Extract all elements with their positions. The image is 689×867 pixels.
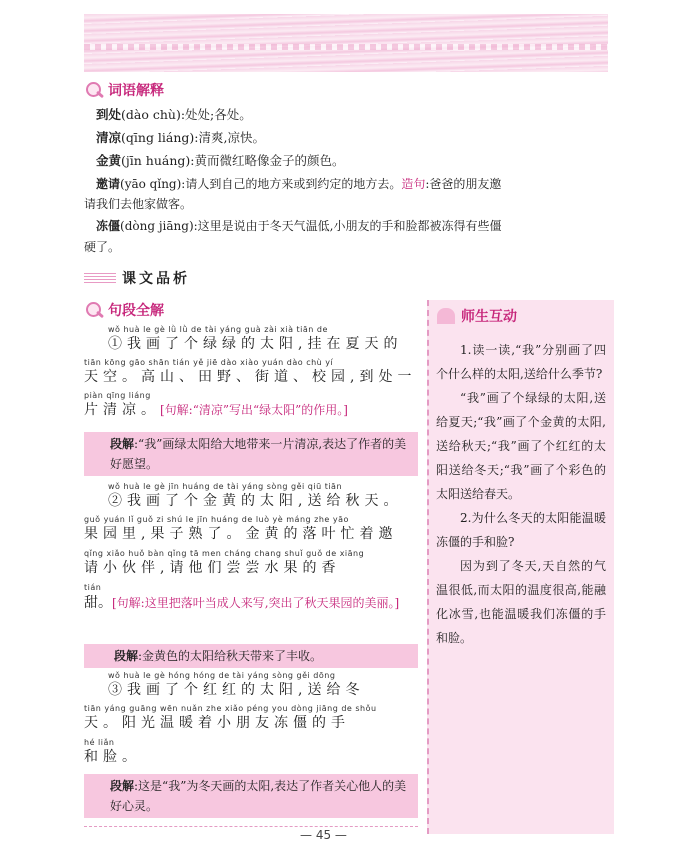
- vocab-definition: :清爽,凉快。: [194, 130, 265, 145]
- vocab-definition: :请人到自己的地方来或到约定的地方去。: [181, 177, 402, 191]
- pinyin-line: wǒ huà le gè lǜ lǜ de tài yáng guà zài xià tiān de: [108, 325, 328, 334]
- hanzi-line: 天。阳光温暖着小朋友冻僵的手: [84, 715, 350, 731]
- vocab-item: [96, 150, 608, 172]
- hanzi-line: 天空。高山、田野、街道、校园,到处一: [84, 369, 417, 385]
- sentence-note: [句解:这里把落叶当成人来写,突出了秋天果园的美丽。]: [112, 596, 400, 610]
- vocab-continuation: 硬了。: [84, 240, 121, 254]
- vocab-term: 金黄: [96, 153, 122, 168]
- gist-label: 段解: [110, 779, 135, 793]
- vocab-pinyin: (jīn huáng): [121, 153, 191, 168]
- pinyin-line: tiān yáng guāng wēn nuǎn zhe xiǎo péng you dòng jiāng de shǒu: [84, 704, 377, 713]
- pinyin-line: guǒ yuán lǐ guǒ zi shú le jīn huáng de luò yè máng zhe yāo: [84, 515, 349, 524]
- gist-text: :金黄色的太阳给秋天带来了丰收。: [138, 649, 323, 663]
- example-sentence: :爸爸的朋友邀: [425, 177, 502, 191]
- hanzi-line: 甜。: [84, 595, 112, 611]
- paragraph-gist: [84, 644, 418, 668]
- question-2: 2.为什么冬天的太阳能温暖冻僵的手和脸?: [436, 511, 606, 549]
- vocab-item: [96, 173, 608, 195]
- pinyin-line: tián: [84, 583, 102, 592]
- text-line: [84, 737, 414, 767]
- pinyin-line: wǒ huà le gè hóng hóng de tài yáng sòng gěi dōng: [108, 671, 336, 680]
- vocab-term: 邀请: [96, 177, 121, 191]
- answer-2: 因为到了冬天,天自然的气温很低,而太阳的温度很高,能融化冰雪,也能温暖我们冻僵的手和脸。: [436, 559, 606, 645]
- sentence-note: [句解:“清凉”写出“绿太阳”的作用。]: [160, 403, 348, 417]
- pinyin-line: hé liǎn: [84, 738, 115, 747]
- vocab-item: [96, 215, 608, 237]
- vocab-pinyin: (qīng liáng): [121, 130, 195, 145]
- vocab-pinyin: (yāo qǐng): [120, 177, 182, 191]
- vocab-definition: :处处;各处。: [180, 107, 252, 122]
- text-line: [84, 390, 414, 420]
- pinyin-line: piàn qīng liáng: [84, 391, 151, 400]
- vocab-item: [96, 104, 608, 126]
- vocab-item: [96, 127, 608, 149]
- text-line: [108, 324, 438, 354]
- hanzi-line: ③我画了个红红的太阳,送给冬: [108, 682, 365, 698]
- vocab-section-header: [84, 80, 164, 100]
- answer-1: “我”画了个绿绿的太阳,送给夏天;“我”画了个金黄的太阳,送给秋天;“我”画了个红红的太阳送给冬天;“我”画了个彩色的太阳送给春天。: [436, 391, 606, 501]
- interaction-content: [436, 338, 606, 650]
- interaction-header: [437, 306, 517, 326]
- gist-text: :“我”画绿太阳给大地带来一片清凉,表达了作者的美好愿望。: [110, 437, 407, 471]
- question-1: 1.读一读,“我”分别画了四个什么样的太阳,送给什么季节?: [436, 343, 606, 381]
- vocab-definition: :黄而微红略像金子的颜色。: [190, 153, 345, 168]
- segment-section-header: [84, 300, 164, 320]
- hanzi-line: ①我画了个绿绿的太阳,挂在夏天的: [108, 336, 403, 352]
- paragraph-gist: [84, 774, 418, 818]
- analysis-section-header: [84, 268, 190, 288]
- hanzi-line: 请小伙伴,请他们尝尝水果的香: [84, 560, 341, 576]
- vocab-term: 到处: [96, 107, 122, 122]
- hanzi-line: ②我画了个金黄的太阳,送给秋天。: [108, 493, 403, 509]
- text-line: [84, 703, 414, 733]
- header-banner: [84, 14, 608, 72]
- vocab-definition: :这里是说由于冬天气温低,小朋友的手和脸都被冻得有些僵: [193, 219, 502, 233]
- interaction-title: 师生互动: [461, 309, 517, 325]
- pinyin-line: wǒ huà le gè jīn huáng de tài yáng sòng gěi qiū tiān: [108, 482, 343, 491]
- vocab-continuation: 请我们去他家做客。: [84, 197, 193, 211]
- magnifier-icon: [84, 301, 106, 319]
- text-line: [84, 548, 414, 578]
- flag-icon: [437, 308, 455, 324]
- page-number: — 45 —: [300, 828, 347, 842]
- vocab-section-title: 词语解释: [108, 83, 164, 99]
- vocab-pinyin: (dào chù): [121, 107, 181, 122]
- text-line: [108, 481, 438, 511]
- pinyin-line: qǐng xiǎo huǒ bàn qǐng tā men cháng chang shuǐ guǒ de xiāng: [84, 549, 365, 558]
- text-line: [84, 514, 414, 544]
- vocab-pinyin: (dòng jiāng): [120, 219, 194, 233]
- stripe-bars-icon: [84, 273, 116, 283]
- hanzi-line: 片清凉。: [84, 402, 160, 418]
- vocab-term: 清凉: [96, 130, 122, 145]
- hanzi-line: 和脸。: [84, 749, 141, 765]
- pinyin-line: tiān kōng gāo shān tián yě jiē dào xiào yuán dào chù yí: [84, 358, 334, 367]
- example-label: 造句: [401, 177, 426, 191]
- gist-label: 段解: [110, 437, 135, 451]
- hanzi-line: 果园里,果子熟了。金黄的落叶忙着邀: [84, 526, 398, 542]
- gist-label: 段解: [114, 649, 139, 663]
- text-line: [108, 670, 438, 700]
- magnifier-icon: [84, 81, 106, 99]
- header-stripe: [84, 44, 608, 50]
- analysis-section-title: 课文品析: [122, 271, 190, 287]
- text-line: [84, 582, 414, 613]
- gist-text: :这是“我”为冬天画的太阳,表达了作者关心他人的美好心灵。: [110, 779, 407, 813]
- footer-divider: [84, 826, 418, 827]
- paragraph-gist: [84, 432, 418, 476]
- text-line: [84, 357, 417, 387]
- vocab-term: 冻僵: [96, 219, 121, 233]
- segment-section-title: 句段全解: [108, 303, 164, 319]
